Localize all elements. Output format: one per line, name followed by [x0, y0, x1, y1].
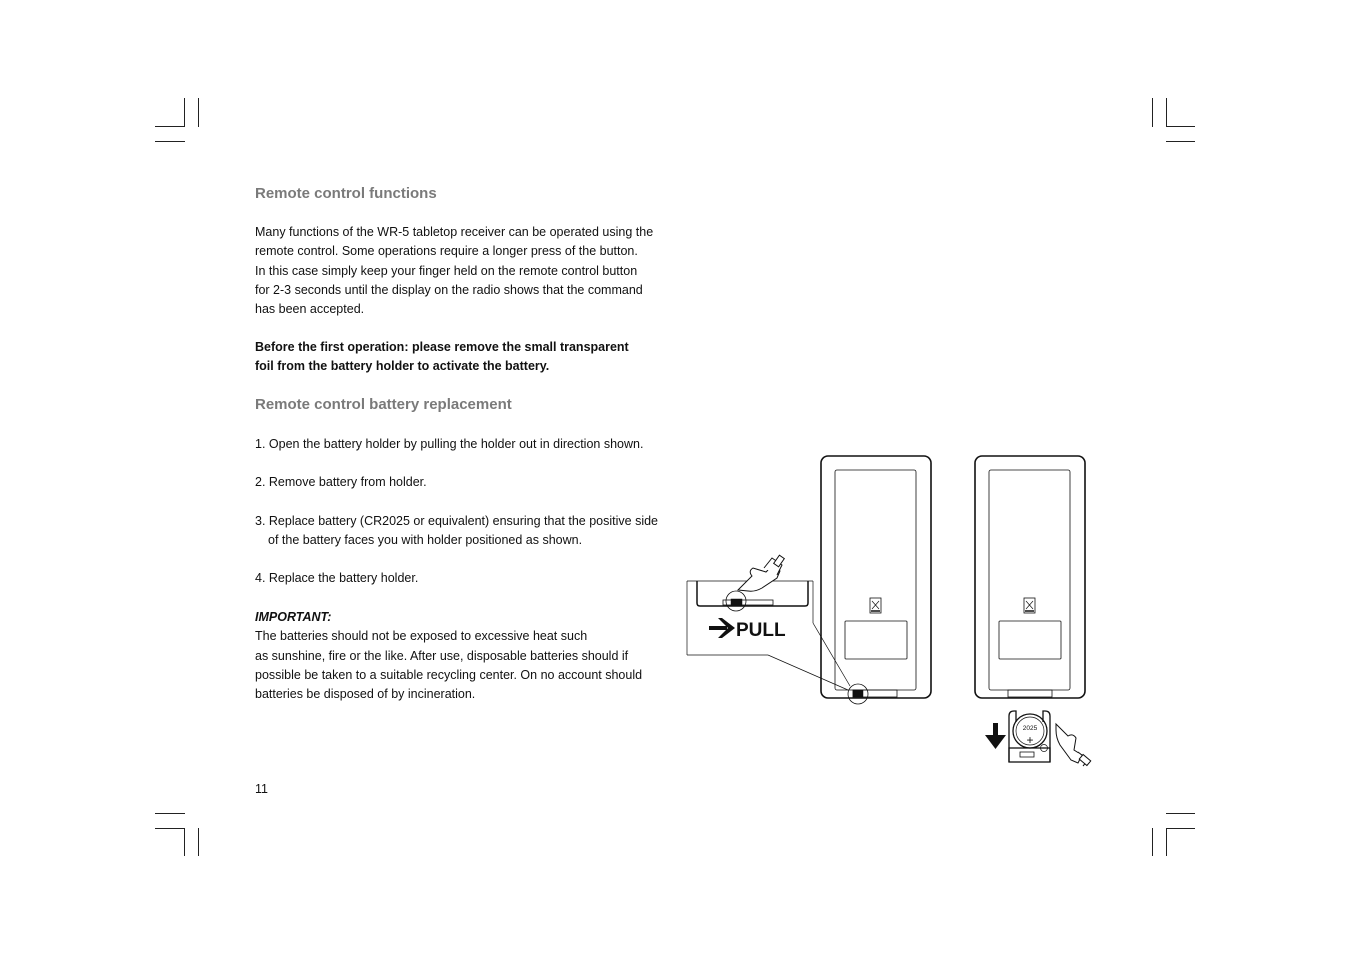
remote-back-left: [821, 456, 931, 698]
crop-mark-top-left: [184, 98, 185, 127]
pointing-hand-icon: [1056, 724, 1091, 766]
important-block: [255, 608, 642, 704]
crop-mark-top-right: [1166, 126, 1195, 127]
crop-mark-top-left: [155, 141, 185, 142]
important-line: batteries be disposed of by incineration.: [255, 687, 476, 702]
step-1: [255, 435, 643, 454]
page-number: 11: [255, 782, 268, 796]
note-line: foil from the battery holder to activate the battery.: [255, 359, 550, 374]
crop-mark-bottom-left: [184, 828, 185, 856]
battery-plus-label: +: [1026, 733, 1034, 747]
zoom-detail-box: [687, 581, 813, 655]
crop-mark-bottom-left: [155, 828, 185, 829]
crop-mark-bottom-right: [1166, 828, 1167, 856]
intro-line: remote control. Some operations require a longer press of the button.: [255, 244, 638, 259]
note-line: Before the first operation: please remove the small transparent: [255, 340, 629, 354]
heading-battery-replacement: Remote control battery replacement: [255, 396, 512, 413]
recycle-bin-icon: [1024, 598, 1035, 613]
crop-mark-bottom-right: [1166, 828, 1195, 829]
step-2-text: 2. Remove battery from holder.: [255, 475, 427, 489]
crop-mark-top-right: [1166, 141, 1195, 142]
pull-label: PULL: [736, 620, 786, 641]
important-label: IMPORTANT:: [255, 610, 332, 624]
step-3-line: of the battery faces you with holder positioned as shown.: [268, 533, 583, 548]
crop-mark-bottom-right: [1166, 813, 1195, 814]
crop-mark-top-left: [155, 126, 185, 127]
crop-mark-top-right: [1166, 98, 1167, 127]
step-3: [255, 512, 658, 551]
step-4-text: 4. Replace the battery holder.: [255, 571, 419, 585]
battery-model-label: 2025: [1022, 725, 1038, 732]
step-1-text: 1. Open the battery holder by pulling the holder out in direction shown.: [255, 437, 644, 451]
intro-line: Many functions of the WR-5 tabletop receiver can be operated using the: [255, 225, 654, 239]
remote-back-right: [975, 456, 1085, 698]
important-line: possible be taken to a suitable recycling center. On no account should: [255, 667, 643, 682]
battery-replacement-illustration: [680, 450, 1110, 780]
arrow-down-icon: [985, 723, 1006, 749]
intro-line: has been accepted.: [255, 302, 365, 317]
step-4: [255, 569, 418, 588]
crop-mark-top-left: [198, 98, 199, 127]
arrow-right-icon: [709, 618, 735, 638]
heading-remote-control-functions: Remote control functions: [255, 185, 437, 202]
crop-mark-bottom-left: [198, 828, 199, 856]
intro-paragraph: [255, 223, 653, 319]
crop-mark-top-right: [1152, 98, 1153, 127]
important-line: The batteries should not be exposed to excessive heat such: [255, 629, 588, 644]
intro-line: In this case simply keep your finger held on the remote control button: [255, 263, 638, 278]
crop-mark-bottom-right: [1152, 828, 1153, 856]
important-line: as sunshine, fire or the like. After use, disposable batteries should if: [255, 648, 629, 663]
intro-line: for 2-3 seconds until the display on the radio shows that the command: [255, 282, 643, 297]
first-operation-note: [255, 338, 629, 377]
crop-mark-bottom-left: [155, 813, 185, 814]
pointing-hand-icon: [738, 555, 784, 591]
step-3-line: 3. Replace battery (CR2025 or equivalent) ensuring that the positive side: [255, 514, 659, 528]
recycle-bin-icon: [870, 598, 881, 613]
step-2: [255, 473, 427, 492]
